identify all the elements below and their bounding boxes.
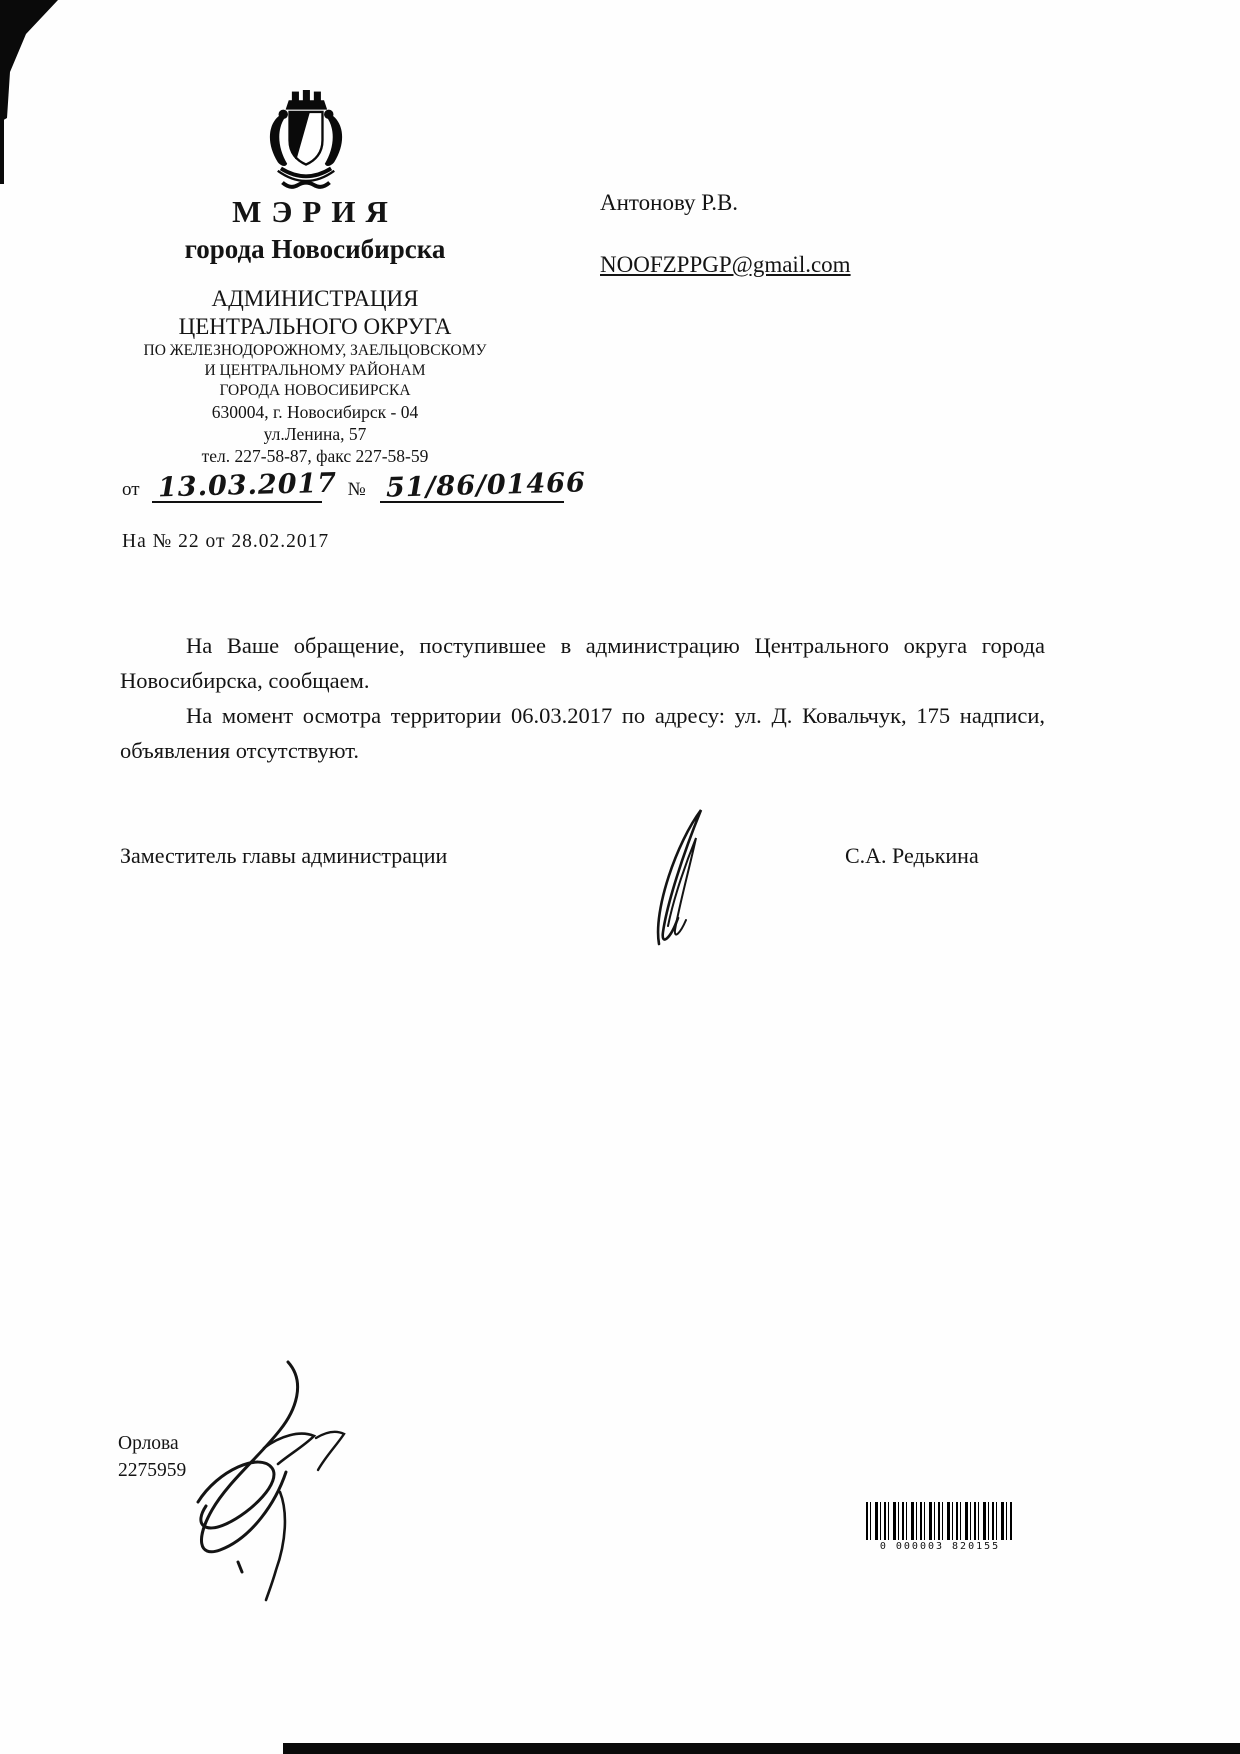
reference-line [122, 467, 586, 504]
address-line1: 630004, г. Новосибирск - 04 [211, 402, 419, 422]
org-name-line1: МЭРИЯ [232, 194, 398, 229]
dept-line1: АДМИНИСТРАЦИЯ [211, 286, 419, 311]
handwritten-number: 51/86/01466 [385, 467, 586, 504]
recipient-name: Антонову Р.В. [600, 190, 739, 215]
number-field [380, 467, 586, 504]
number-label: № [347, 479, 366, 500]
barcode [866, 1502, 1014, 1552]
date-label: от [122, 479, 140, 500]
scan-artifact-left-edge [0, 0, 4, 184]
executor-signature-stroke-icon [168, 1352, 358, 1602]
district-line1: ПО ЖЕЛЕЗНОДОРОЖНОМУ, ЗАЕЛЬЦОВСКОМУ [143, 342, 487, 359]
letterhead [95, 194, 535, 467]
recipient-email: NOOFZPPGP@gmail.com [600, 252, 851, 277]
address-line2: ул.Ленина, 57 [263, 424, 367, 444]
body-paragraph-1: На Ваше обращение, поступившее в администрацию Центрального округа города Новосибирска, сообщаем. [120, 633, 1045, 693]
scan-artifact-bottom-bar [283, 1743, 1240, 1754]
letter-body [120, 628, 1045, 768]
barcode-digits: 0 000003 820155 [879, 1541, 1001, 1552]
body-paragraph-2: На момент осмотра территории 06.03.2017 по адресу: ул. Д. Ковальчук, 175 надписи, объявления отсутствуют. [120, 703, 1045, 763]
phone-line: тел. 227-58-87, факс 227-58-59 [201, 446, 429, 466]
scan-artifact-top-left [0, 0, 62, 122]
handwritten-date: 13.03.2017 [157, 467, 338, 504]
district-line2: И ЦЕНТРАЛЬНОМУ РАЙОНАМ [204, 362, 426, 379]
date-field [152, 467, 338, 504]
signer-name: С.А. Редькина [845, 843, 979, 868]
org-name-line2: города Новосибирска [184, 234, 446, 264]
barcode-bars-icon [866, 1502, 1014, 1540]
signer-position: Заместитель главы администрации [120, 843, 448, 868]
district-line3: ГОРОДА НОВОСИБИРСКА [219, 382, 411, 399]
executor-phone: 2275959 [118, 1460, 187, 1481]
reply-reference-line: На № 22 от 28.02.2017 [122, 531, 330, 552]
novosibirsk-coat-of-arms-icon [258, 90, 354, 192]
executor-name: Орлова [118, 1433, 179, 1454]
signature-stroke-icon [632, 808, 742, 948]
dept-line2: ЦЕНТРАЛЬНОГО ОКРУГА [178, 314, 452, 339]
